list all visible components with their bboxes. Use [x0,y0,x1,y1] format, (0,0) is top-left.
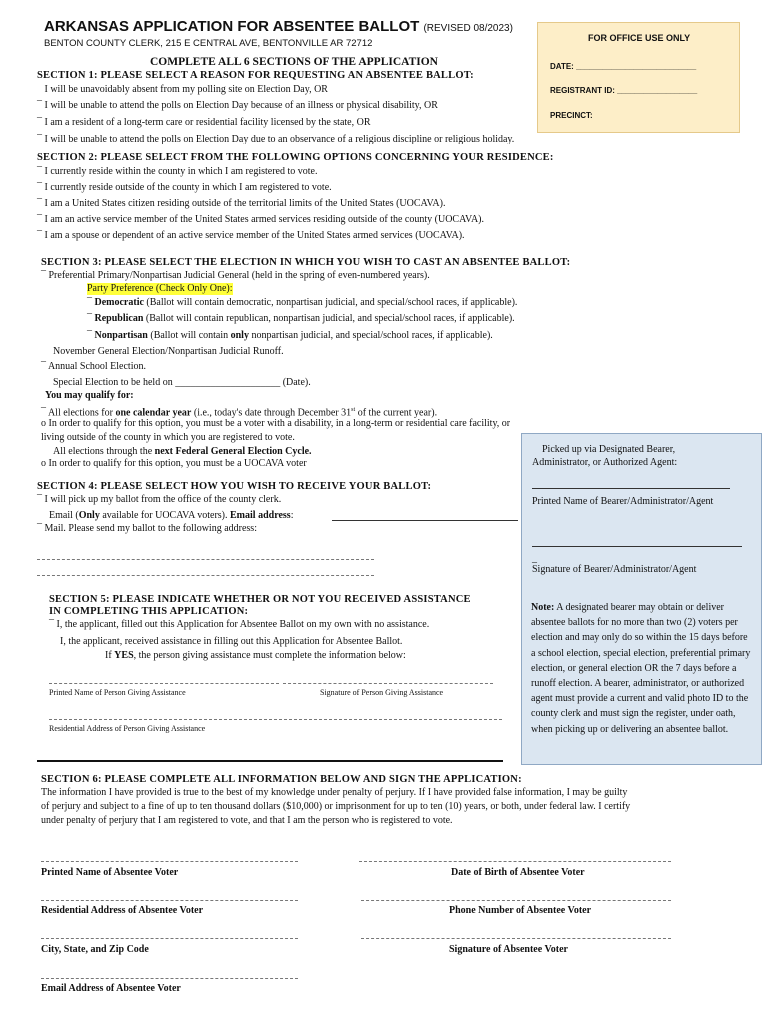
section3-heading: SECTION 3: PLEASE SELECT THE ELECTION IN WHICH YOU WISH TO CAST AN ABSENTEE BALLOT: [41,257,571,268]
received-assistance-option[interactable]: I, the applicant, received assistance in filling out this Application for Absentee Ballot. [60,636,403,647]
perjury-statement-2: of perjury and subject to a fine of up to ten thousand dollars ($10,000) or imprisonment for up to ten (10) years, or both, under federal law. I certify [41,801,631,812]
pickup-option[interactable]: ¯ I will pick up my ballot from the office of the county clerk. [37,494,282,505]
office-precinct-field: PRECINCT: [550,111,593,120]
checkbox[interactable]: ¯ [37,100,42,111]
office-use-title: FOR OFFICE USE ONLY [588,33,691,43]
party-nonpartisan[interactable]: ¯ Nonpartisan (Ballot will contain only nonpartisan judicial, and special/school races, if applicable). [87,330,493,341]
checkbox[interactable]: ¯ [87,313,92,324]
section2-option-5[interactable]: ¯ I am a spouse or dependent of an active service member of the United States armed services (UOCAVA). [37,230,465,241]
assistant-address-label: Residential Address of Person Giving Assistance [49,724,206,733]
qualify-label: You may qualify for: [45,390,134,401]
checkbox[interactable]: ¯ [37,166,42,177]
voter-city-label: City, State, and Zip Code [41,944,149,955]
voter-signature-line[interactable] [361,938,671,939]
if-yes-note: If YES, the person giving assistance must complete the information below: [105,650,406,661]
checkbox[interactable]: ¯ [87,330,92,341]
bearer-picked-up-cont: Administrator, or Authorized Agent: [532,457,678,468]
party-democratic[interactable]: ¯ Democratic (Ballot will contain democratic, nonpartisan judicial, and special/school races, if applicable). [87,297,518,308]
bearer-note: Note: A designated bearer may obtain or deliver absentee ballots for no more than two (2) voters per election and may only do so within the 15 days before a school election, special election, preferential primary election, or general election OR the 7 days before a runoff election. A bearer, administrator, or authorized agent must provide a current and valid photo ID to the county clerk and must sign the register, under oath, when picking up or delivering an absentee ballot. [531,602,751,735]
email-option[interactable]: Email (Only available for UOCAVA voters). Email address: [49,510,294,521]
assistant-signature-label: Signature of Person Giving Assistance [320,688,444,697]
checkbox[interactable]: ¯ [37,117,42,128]
voter-phone-label: Phone Number of Absentee Voter [449,905,592,916]
section1-option-2[interactable]: ¯ I will be unable to attend the polls on Election Day because of an illness or physical disability, OR [37,100,438,111]
bearer-dash: _ [532,553,537,564]
calendar-year-option[interactable]: ¯ All elections for one calendar year (i.e., today's date through December 31st of the current year). [41,407,438,419]
voter-city-line[interactable] [41,938,298,939]
assistant-signature-line[interactable] [283,683,493,684]
revised-date: (REVISED 08/2023) [423,23,513,34]
bearer-picked-up: Picked up via Designated Bearer, [542,444,676,455]
voter-name-label: Printed Name of Absentee Voter [41,867,179,878]
office-date-field: DATE: ___________________________ [550,62,697,71]
section5-bottom-rule [37,760,503,762]
special-election-option[interactable]: Special Election to be held on _____________________ (Date). [53,377,311,388]
perjury-statement-3: under penalty of perjury that I am registered to vote, and that I am the person who is registered to vote. [41,815,453,826]
checkbox[interactable]: ¯ [87,297,92,308]
voter-email-label: Email Address of Absentee Voter [41,983,181,994]
mail-address-line-2[interactable] [37,575,374,576]
checkbox[interactable]: ¯ [37,198,42,209]
federal-cycle-option[interactable]: All elections through the next Federal General Election Cycle. [53,446,312,457]
checkbox[interactable]: ¯ [37,134,42,144]
section6-heading: SECTION 6: PLEASE COMPLETE ALL INFORMATION BELOW AND SIGN THE APPLICATION: [41,774,522,785]
checkbox[interactable]: ¯ [41,270,46,281]
bearer-signature-label: Signature of Bearer/Administrator/Agent [532,564,697,575]
no-assistance-option[interactable]: ¯ I, the applicant, filled out this Application for Absentee Ballot on my own with no assistance. [49,619,430,630]
checkbox[interactable]: ¯ [37,494,42,505]
email-address-field[interactable] [332,520,518,521]
bearer-printed-name-label: Printed Name of Bearer/Administrator/Agent [532,496,714,507]
bearer-signature-line[interactable] [532,546,742,547]
complete-all-heading: COMPLETE ALL 6 SECTIONS OF THE APPLICATION [150,56,438,68]
voter-dob-label: Date of Birth of Absentee Voter [451,867,585,878]
voter-residential-label: Residential Address of Absentee Voter [41,905,204,916]
checkbox[interactable]: ¯ [37,182,42,193]
bearer-name-line[interactable] [532,488,730,489]
voter-email-line[interactable] [41,978,298,979]
section1-heading: SECTION 1: PLEASE SELECT A REASON FOR REQUESTING AN ABSENTEE BALLOT: [37,70,474,81]
assistant-printed-name-label: Printed Name of Person Giving Assistance [49,688,186,697]
section2-option-3[interactable]: ¯ I am a United States citizen residing outside of the territorial limits of the United States (UOCAVA). [37,198,446,209]
party-republican[interactable]: ¯ Republican (Ballot will contain republican, nonpartisan judicial, and special/school races, if applicable). [87,313,515,324]
federal-cycle-qualify-note: o In order to qualify for this option, you must be a UOCAVA voter [41,458,307,468]
checkbox[interactable]: ¯ [41,361,46,372]
calendar-year-qualify-note-cont: living outside of the county in which you are registered to vote. [41,432,295,443]
assistant-address-line[interactable] [49,719,502,720]
annual-school-option[interactable]: ¯ Annual School Election. [41,361,146,372]
section2-option-4[interactable]: ¯ I am an active service member of the United States armed services residing outside of the county (UOCAVA). [37,214,485,225]
office-registrant-field: REGISTRANT ID: __________________ [550,86,698,95]
section1-option-3[interactable]: ¯ I am a resident of a long-term care or residential facility licensed by the state, OR [37,117,371,128]
assistant-name-line[interactable] [49,683,279,684]
voter-dob-line[interactable] [359,861,671,862]
voter-name-line[interactable] [41,861,298,862]
preferential-option[interactable]: ¯ Preferential Primary/Nonpartisan Judicial General (held in the spring of even-numbered years). [41,270,430,281]
checkbox[interactable]: ¯ [41,407,46,419]
section1-option-1[interactable]: I will be unavoidably absent from my polling site on Election Day, OR [44,84,328,95]
mail-address-line-1[interactable] [37,559,374,560]
section2-heading: SECTION 2: PLEASE SELECT FROM THE FOLLOWING OPTIONS CONCERNING YOUR RESIDENCE: [37,152,554,163]
section5-heading: SECTION 5: PLEASE INDICATE WHETHER OR NOT YOU RECEIVED ASSISTANCE [49,594,471,605]
section1-option-4[interactable]: ¯ I will be unable to attend the polls on Election Day due to an observance of a religious discipline or religious holiday. [37,134,515,144]
form-title: ARKANSAS APPLICATION FOR ABSENTEE BALLOT (REVISED 08/2023) [44,18,513,35]
office-use-box [537,22,740,133]
checkbox[interactable]: ¯ [37,523,42,534]
section2-option-2[interactable]: ¯ I currently reside outside of the county in which I am registered to vote. [37,182,332,193]
section2-option-1[interactable]: ¯ I currently reside within the county in which I am registered to vote. [37,166,318,177]
perjury-statement-1: The information I have provided is true to the best of my knowledge under penalty of perjury. If I have provided false information, I may be guilty [41,787,628,798]
clerk-address: BENTON COUNTY CLERK, 215 E CENTRAL AVE, BENTONVILLE AR 72712 [44,38,373,49]
bearer-box [521,433,762,765]
voter-phone-line[interactable] [361,900,671,901]
mail-option[interactable]: ¯ Mail. Please send my ballot to the following address: [37,523,257,534]
checkbox[interactable]: ¯ [37,214,42,225]
november-option[interactable]: November General Election/Nonpartisan Judicial Runoff. [53,346,284,357]
voter-residential-line[interactable] [41,900,298,901]
section4-heading: SECTION 4: PLEASE SELECT HOW YOU WISH TO RECEIVE YOUR BALLOT: [37,481,432,492]
party-preference-label: Party Preference (Check Only One): [87,283,233,294]
checkbox[interactable]: ¯ [37,230,42,241]
calendar-year-qualify-note: o In order to qualify for this option, you must be a voter with a disability, in a long-term or residential care facility, or [41,418,511,429]
voter-signature-label: Signature of Absentee Voter [449,944,568,955]
checkbox[interactable]: ¯ [49,619,54,630]
section5-heading-cont: IN COMPLETING THIS APPLICATION: [49,606,249,617]
